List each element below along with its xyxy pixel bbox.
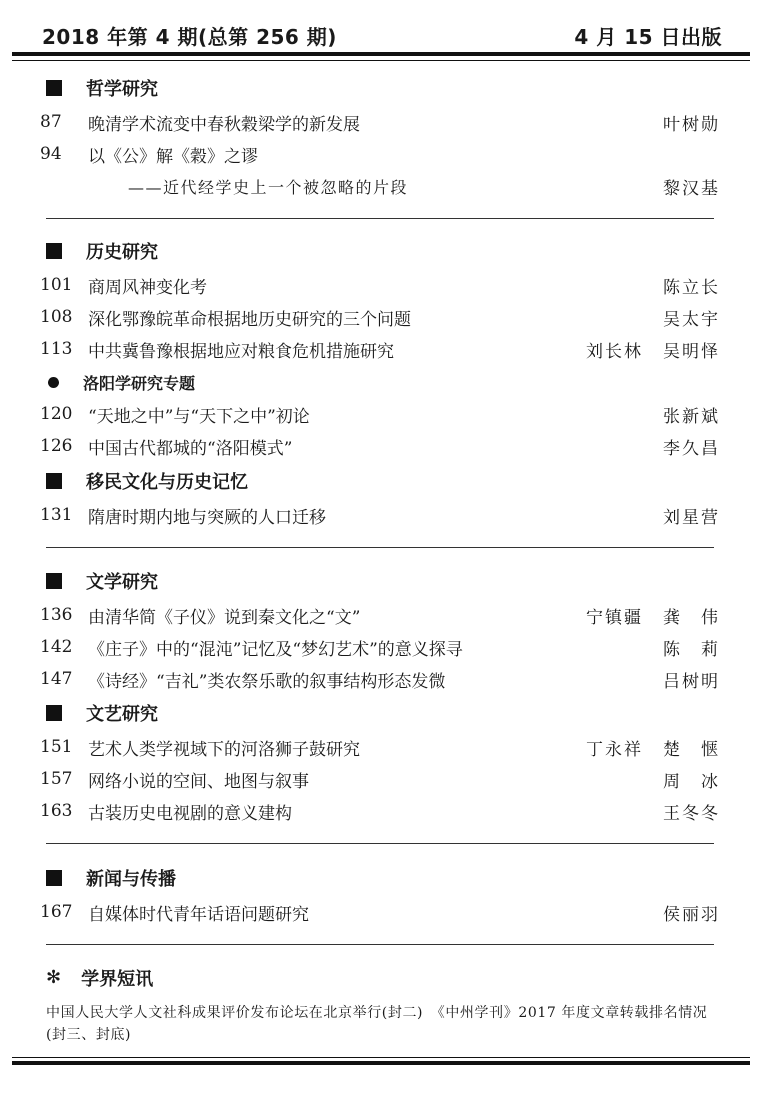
section-heading-history: 历史研究 [46, 237, 158, 265]
toc-entry[interactable] [40, 733, 720, 761]
section-divider [46, 218, 714, 219]
author: 王冬冬 [663, 803, 720, 824]
page-number: 120 [40, 404, 73, 424]
section-heading-literature: 文学研究 [46, 567, 158, 595]
article-title: 商周风神变化考 [88, 277, 207, 298]
page-number: 126 [40, 436, 73, 456]
toc-entry[interactable] [40, 140, 720, 168]
section-divider [46, 944, 714, 945]
article-subtitle: ——近代经学史上一个被忽略的片段 [128, 177, 409, 197]
toc-entry[interactable] [40, 765, 720, 793]
toc-entry[interactable] [40, 432, 720, 460]
page-number: 151 [40, 737, 73, 757]
article-title: 深化鄂豫皖革命根据地历史研究的三个问题 [88, 309, 411, 330]
section-heading-philosophy: 哲学研究 [46, 74, 158, 102]
publish-date: 4 月 15 日出版 [574, 25, 722, 49]
square-bullet-icon [46, 705, 62, 721]
toc-entry[interactable] [40, 898, 720, 926]
author: 吴太宇 [663, 309, 720, 330]
page-number: 136 [40, 605, 73, 625]
page-number: 108 [40, 307, 73, 327]
section-divider [46, 547, 714, 548]
toc-entry-subtitle [40, 172, 720, 200]
page-number: 101 [40, 275, 73, 295]
top-rule-thin [12, 60, 750, 61]
section-divider [46, 843, 714, 844]
flower-icon: ✻ [46, 967, 62, 988]
author: 黎汉基 [663, 178, 720, 199]
bottom-rule-thick [12, 1061, 750, 1065]
toc-entry[interactable] [40, 633, 720, 661]
toc-entry[interactable] [40, 108, 720, 136]
article-title: 由清华简《子仪》说到秦文化之“文” [88, 607, 361, 628]
square-bullet-icon [46, 80, 62, 96]
square-bullet-icon [46, 243, 62, 259]
article-title: 网络小说的空间、地图与叙事 [88, 771, 309, 792]
section-heading-media: 新闻与传播 [46, 864, 176, 892]
author: 陈 莉 [663, 639, 720, 660]
toc-entry[interactable] [40, 501, 720, 529]
article-title: 艺术人类学视域下的河洛狮子鼓研究 [88, 739, 360, 760]
author: 吕树明 [663, 671, 720, 692]
square-bullet-icon [46, 573, 62, 589]
article-title: 古装历史电视剧的意义建构 [88, 803, 292, 824]
author: 刘星营 [663, 507, 720, 528]
author: 宁镇疆 [586, 607, 643, 628]
author: 张新斌 [663, 406, 720, 427]
article-title: 中共冀鲁豫根据地应对粮食危机措施研究 [88, 341, 394, 362]
page-number: 147 [40, 669, 73, 689]
section-heading-news: ✻ 学界短讯 [46, 967, 154, 990]
news-brief-text: 中国人民大学人文社科成果评价发布论坛在北京举行(封二) 《中州学刊》2017 年度文章转载排名情况(封三、封底) [46, 1005, 708, 1043]
page-number: 142 [40, 637, 73, 657]
section-heading-luoyang: 洛阳学研究专题 [46, 368, 195, 396]
author: 丁永祥 [586, 739, 643, 760]
toc-entry[interactable] [40, 400, 720, 428]
toc-entry[interactable] [40, 797, 720, 825]
article-title: 《诗经》“吉礼”类农祭乐歌的叙事结构形态发微 [88, 671, 446, 692]
toc-entry[interactable] [40, 335, 720, 363]
author: 刘长林 [586, 341, 643, 362]
top-rule-thick [12, 52, 750, 56]
article-title: 晚清学术流变中春秋穀梁学的新发展 [88, 114, 360, 135]
author: 叶树勋 [663, 114, 720, 135]
page-number: 157 [40, 769, 73, 789]
toc-entry[interactable] [40, 271, 720, 299]
author: 周 冰 [663, 771, 720, 792]
bottom-rule-thin [12, 1057, 750, 1058]
page-number: 94 [40, 144, 62, 164]
page-number: 131 [40, 505, 73, 525]
author: 龚 伟 [663, 607, 720, 628]
square-bullet-icon [46, 870, 62, 886]
article-title: 以《公》解《穀》之谬 [88, 146, 258, 167]
article-title: 自媒体时代青年话语问题研究 [88, 904, 309, 925]
square-bullet-icon [46, 473, 62, 489]
round-bullet-icon [48, 377, 59, 388]
issue-number: 2018 年第 4 期(总第 256 期) [42, 25, 337, 49]
article-title: 《庄子》中的“混沌”记忆及“梦幻艺术”的意义探寻 [88, 639, 463, 660]
article-title: 隋唐时期内地与突厥的人口迁移 [88, 507, 326, 528]
author: 侯丽羽 [663, 904, 720, 925]
toc-entry[interactable] [40, 601, 720, 629]
section-heading-migration: 移民文化与历史记忆 [46, 467, 248, 495]
toc-entry[interactable] [40, 665, 720, 693]
author: 李久昌 [663, 438, 720, 459]
author: 陈立长 [663, 277, 720, 298]
author: 楚 惬 [663, 739, 720, 760]
issue-header [12, 16, 750, 50]
section-heading-arts: 文艺研究 [46, 699, 158, 727]
article-title: “天地之中”与“天下之中”初论 [88, 406, 310, 427]
author: 吴明怿 [663, 341, 720, 362]
toc-entry[interactable] [40, 303, 720, 331]
page-number: 87 [40, 112, 62, 132]
page-number: 163 [40, 801, 73, 821]
page-number: 113 [40, 339, 73, 359]
page-number: 167 [40, 902, 73, 922]
article-title: 中国古代都城的“洛阳模式” [88, 438, 293, 459]
